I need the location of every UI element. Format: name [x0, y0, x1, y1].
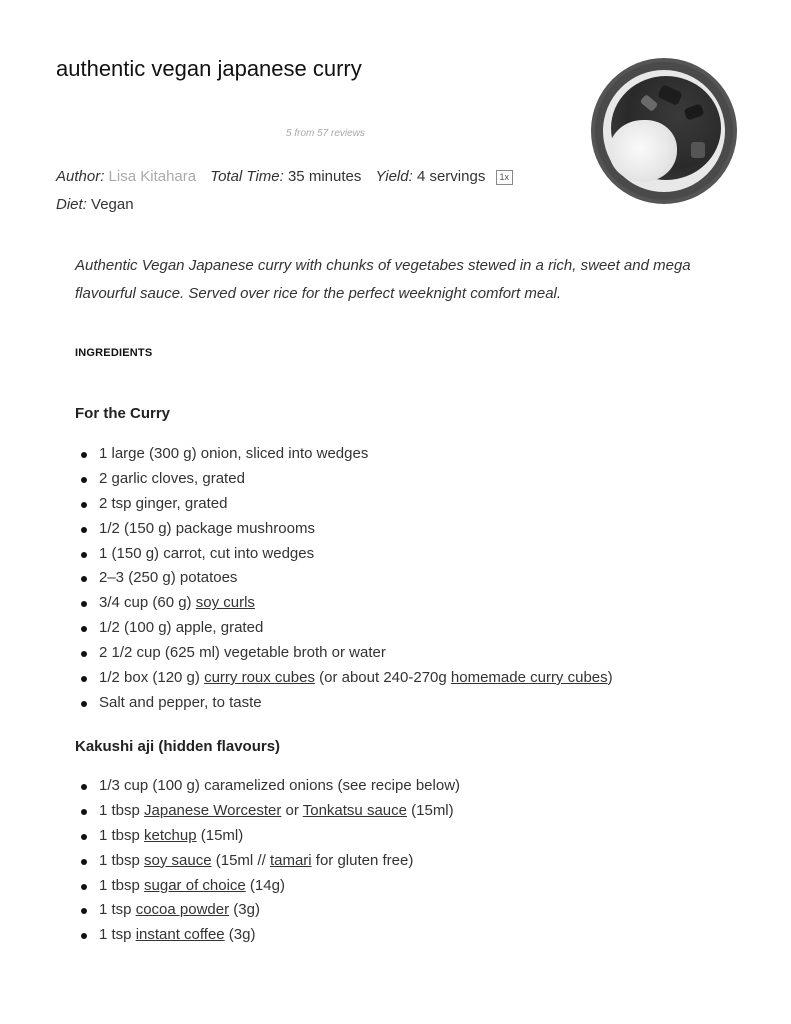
ingredient-text: for gluten free): [311, 851, 414, 869]
diet-label: Diet:: [56, 196, 87, 213]
ingredient-text: 3/4 cup (60 g): [99, 594, 196, 612]
ingredient-link[interactable]: homemade curry cubes: [450, 669, 608, 687]
ingredient-item: [79, 641, 613, 666]
ingredient-link[interactable]: instant coffee: [135, 926, 225, 944]
ingredient-text: 1/2 (100 g) apple, grated: [99, 619, 264, 637]
ingredient-text: 1 tbsp: [99, 876, 145, 894]
ingredient-text: 2–3 (250 g) potatoes: [99, 569, 238, 587]
ingredient-text: 1/3 cup (100 g) caramelized onions (see recipe below): [99, 777, 461, 794]
recipe-meta: [56, 163, 576, 219]
ingredient-item: [79, 442, 613, 467]
ingredient-text: 2 tsp ginger, grated: [99, 494, 228, 512]
ingredient-item: [79, 923, 460, 948]
ingredient-item: [79, 691, 613, 716]
ingredient-text: 1 tbsp: [99, 826, 145, 844]
ingredient-item: [79, 591, 613, 616]
ingredient-text: 2 garlic cloves, grated: [99, 469, 245, 487]
author-name: Lisa Kitahara: [108, 168, 197, 185]
ingredient-list: [79, 774, 460, 948]
ingredient-item: [79, 824, 460, 849]
total-time-value: 35 minutes: [287, 168, 362, 185]
diet-value: Vegan: [91, 196, 134, 213]
meta-row-2: [56, 191, 576, 219]
ingredient-list: [79, 442, 613, 716]
ingredient-item: [79, 517, 613, 542]
ingredient-item: [79, 849, 460, 874]
ingredient-text: (or about 240-270g: [314, 669, 451, 687]
ingredient-text: 1 tsp: [99, 926, 136, 944]
curry-photo: [591, 58, 737, 204]
ingredients-heading: INGREDIENTS: [75, 347, 153, 359]
ingredient-text: 1 tsp: [99, 901, 136, 919]
ingredient-text: (15ml //: [211, 851, 270, 869]
ingredient-link[interactable]: sugar of choice: [144, 876, 246, 894]
ingredient-text: 1 (150 g) carrot, cut into wedges: [99, 544, 315, 562]
ingredient-link[interactable]: curry roux cubes: [204, 669, 315, 687]
ingredient-link[interactable]: Japanese Worcester: [144, 801, 282, 819]
ingredient-text: (14g): [245, 876, 285, 894]
ingredient-item: [79, 874, 460, 899]
ingredient-link[interactable]: soy sauce: [144, 851, 212, 869]
ingredient-text: (3g): [229, 901, 260, 919]
ingredient-text: or: [281, 801, 303, 819]
ingredient-text: ): [607, 669, 613, 687]
ingredient-link[interactable]: soy curls: [195, 594, 255, 612]
ingredient-link[interactable]: cocoa powder: [135, 901, 230, 919]
recipe-title: authentic vegan japanese curry: [56, 56, 362, 81]
ingredient-item: [79, 898, 460, 923]
ingredient-link[interactable]: tamari: [269, 851, 312, 869]
ingredient-item: [79, 467, 613, 492]
author-label: Author:: [56, 168, 105, 185]
ingredient-item: [79, 492, 613, 517]
ingredient-text: 1/2 box (120 g): [99, 669, 205, 687]
ingredient-item: [79, 666, 613, 691]
ingredient-link[interactable]: ketchup: [144, 826, 197, 844]
ingredient-text: 1 tbsp: [99, 851, 145, 869]
ingredient-text: (3g): [224, 926, 256, 944]
recipe-summary: Authentic Vegan Japanese curry with chunks of vegetabes stewed in a rich, sweet and mega flavourful sauce. Served over rice for the perfect weeknight comfort meal.: [75, 257, 691, 302]
rating-text[interactable]: 5 from 57 reviews: [286, 128, 365, 139]
ingredient-link[interactable]: Tonkatsu sauce: [302, 801, 407, 819]
meta-row-1: [56, 163, 576, 191]
ingredient-item: [79, 774, 460, 799]
ingredient-text: (15ml): [406, 801, 454, 819]
ingredient-item: [79, 566, 613, 591]
ingredient-item: [79, 616, 613, 641]
ingredient-text: (15ml): [196, 826, 244, 844]
ingredient-item: [79, 542, 613, 567]
ingredient-group-heading: For the Curry: [75, 405, 171, 422]
ingredient-text: 2 1/2 cup (625 ml) vegetable broth or water: [99, 644, 386, 662]
ingredient-text: 1 large (300 g) onion, sliced into wedges: [99, 445, 369, 462]
yield-value: 4 servings: [416, 168, 486, 185]
scale-button[interactable]: 1x: [496, 170, 514, 185]
ingredient-text: 1/2 (150 g) package mushrooms: [99, 519, 315, 537]
total-time-label: Total Time:: [210, 168, 284, 185]
ingredient-item: [79, 799, 460, 824]
yield-label: Yield:: [375, 168, 413, 185]
ingredient-text: 1 tbsp: [99, 801, 145, 819]
ingredient-group-heading: Kakushi aji (hidden flavours): [75, 738, 281, 755]
ingredient-text: Salt and pepper, to taste: [99, 693, 262, 711]
